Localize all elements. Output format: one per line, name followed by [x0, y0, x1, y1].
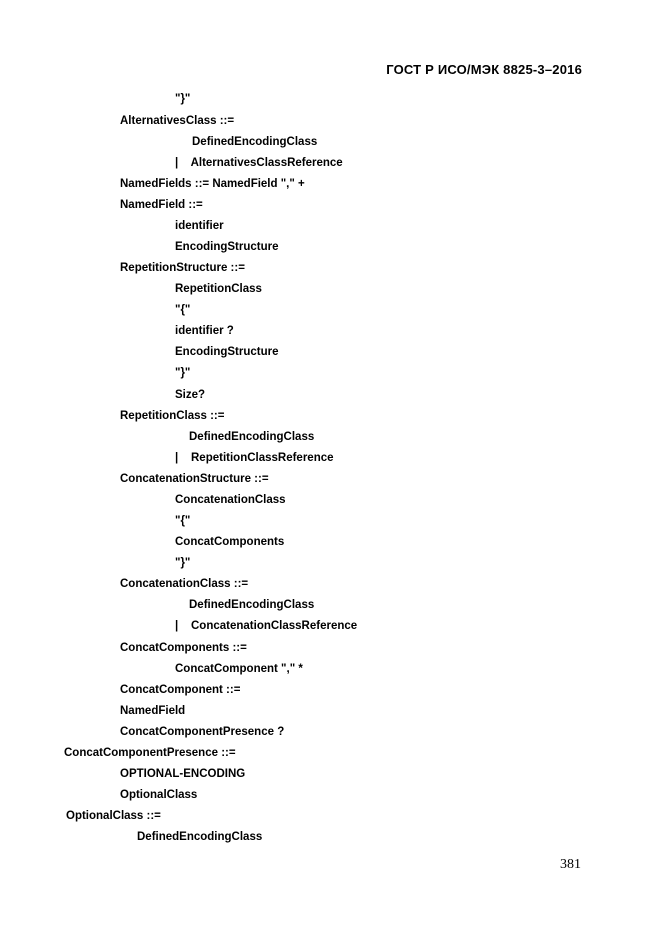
text-line: AlternativesClass ::=	[120, 115, 235, 127]
text-line: Size?	[175, 389, 206, 401]
document-header: ГОСТ Р ИСО/МЭК 8825-3–2016	[386, 62, 582, 77]
text-line: OptionalClass	[120, 789, 198, 801]
text-line: DefinedEncodingClass	[137, 831, 263, 843]
text-line: "}"	[175, 93, 191, 105]
text-line: DefinedEncodingClass	[189, 431, 315, 443]
text-line: | ConcatenationClassReference	[175, 620, 358, 632]
text-line: NamedFields ::= NamedField "," +	[120, 178, 305, 190]
text-line: RepetitionStructure ::=	[120, 262, 245, 274]
text-line: NamedField ::=	[120, 199, 203, 211]
text-line: ConcatComponent ::=	[120, 684, 241, 696]
text-line: RepetitionClass ::=	[120, 410, 225, 422]
text-line: | AlternativesClassReference	[175, 157, 343, 169]
text-line: "{"	[175, 304, 191, 316]
text-line: | RepetitionClassReference	[175, 452, 334, 464]
text-line: "}"	[175, 367, 191, 379]
text-line: RepetitionClass	[175, 283, 262, 295]
text-line: ConcatenationStructure ::=	[120, 473, 269, 485]
text-line: ConcatenationClass	[175, 494, 286, 506]
text-line: DefinedEncodingClass	[192, 136, 318, 148]
text-line: EncodingStructure	[175, 346, 279, 358]
text-line: ConcatComponents ::=	[120, 642, 247, 654]
text-line: NamedField	[120, 705, 186, 717]
text-line: EncodingStructure	[175, 241, 279, 253]
text-line: DefinedEncodingClass	[189, 599, 315, 611]
text-line: ConcatComponentPresence ?	[120, 726, 285, 738]
text-line: identifier	[175, 220, 224, 232]
text-line: "}"	[175, 557, 191, 569]
text-line: ConcatComponentPresence ::=	[64, 747, 236, 759]
text-line: "{"	[175, 515, 191, 527]
page-number: 381	[560, 857, 581, 872]
text-line: OptionalClass ::=	[66, 810, 161, 822]
text-line: ConcatComponents	[175, 536, 285, 548]
text-line: ConcatenationClass ::=	[120, 578, 249, 590]
text-line: OPTIONAL-ENCODING	[120, 768, 246, 780]
text-line: ConcatComponent "," *	[175, 663, 303, 675]
text-line: identifier ?	[175, 325, 234, 337]
